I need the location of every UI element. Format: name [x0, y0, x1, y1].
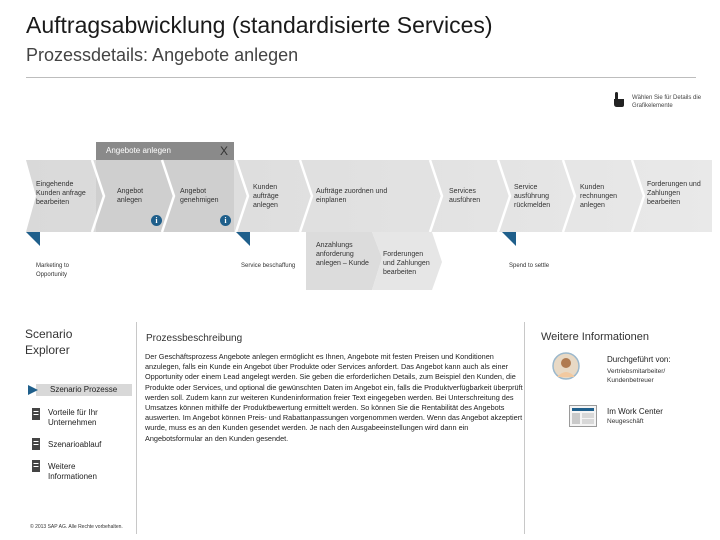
- page-subtitle: Prozessdetails: Angebote anlegen: [26, 45, 299, 65]
- document-icon: [31, 438, 41, 450]
- step-process-receivables[interactable]: Forderungen und Zahlungen bearbeiten: [647, 181, 701, 206]
- step-approve-quote[interactable]: Angebot genehmigen: [180, 188, 219, 204]
- step-assign-orders[interactable]: Aufträge zuordnen und einplanen: [316, 188, 388, 204]
- arrow-right-icon: [28, 385, 38, 395]
- work-center-label: Im Work Center: [607, 407, 663, 416]
- description-body: Der Geschäftsprozess Angebote anlegen ermöglicht es Ihnen, Angebote mit festen Preisen und Konditionen anzulegen, falls ein Kunde ein Angebot über Produkte oder Services anfordert. Das Angebot kann auch als einer Opportunity oder einem Lead angelegt werden. Sie geben die erforderlichen Details, zum Beispiel den Kunden, die Produkte oder Services, und optional die gewünschten Daten im Angebot ein, falls die Produktverfügbarkeit überprüft werden soll. Zudem kann zur weiteren Kundeninformation freier Text eingegeben werden. Bei Unterschreitung des Umsatzes können mithilfe der Produktbewertung ermittelt werden. So können Sie die Rentabilität des Angebots auswerten. Im Angebot können Preis- und Rabattanpassungen vorgenommen werden. Wenn das Angebot akzeptiert wurde, muss es an den Kunden gesendet werden. Je nach den Ausgabeeinstellungen wird dann ein Angebotsformular an den Kunden gesendet.: [145, 352, 523, 443]
- more-info-heading: Weitere Informationen: [541, 331, 650, 343]
- page-title: Auftragsabwicklung (standardisierte Services): [26, 12, 493, 38]
- sidebar-item-benefits[interactable]: Vorteile für Ihr Unternehmen: [48, 408, 98, 427]
- avatar: [552, 352, 580, 380]
- description-heading: Prozessbeschreibung: [146, 333, 243, 344]
- step-report-service[interactable]: Service ausführung rückmelden: [514, 184, 551, 209]
- sidebar-item-scenario-flow[interactable]: Szenarioablauf: [48, 440, 102, 449]
- step-create-invoices[interactable]: Kunden rechnungen anlegen: [580, 184, 617, 209]
- connector-arrow: [26, 232, 40, 246]
- step-customer-orders[interactable]: Kunden aufträge anlegen: [253, 184, 279, 209]
- copyright: © 2013 SAP AG. Alle Rechte vorbehalten.: [30, 524, 123, 530]
- tab-label: Angebote anlegen: [106, 146, 171, 155]
- sidebar-item-scenario-processes[interactable]: Szenario Prozesse: [50, 385, 118, 394]
- connector-arrow: [502, 232, 516, 246]
- scenario-explorer-title: Scenario Explorer: [25, 327, 73, 357]
- step-create-quote[interactable]: Angebot anlegen: [117, 188, 144, 204]
- performed-by-label: Durchgeführt von:: [607, 355, 671, 364]
- work-center-icon: [569, 405, 597, 427]
- link-marketing-to-opportunity[interactable]: Marketing to Opportunity: [36, 263, 70, 278]
- right-panel-divider: [524, 322, 525, 534]
- document-icon: [31, 408, 41, 420]
- step-execute-services[interactable]: Services ausführen: [449, 188, 481, 204]
- document-icon: [31, 460, 41, 472]
- info-icon[interactable]: i: [151, 215, 162, 226]
- work-center-name[interactable]: Neugeschäft: [607, 418, 644, 425]
- sub-process-receivables[interactable]: Forderungen und Zahlungen bearbeiten: [383, 251, 430, 276]
- close-icon[interactable]: X: [219, 144, 228, 158]
- sub-downpayment-request[interactable]: Anzahlungs anforderung anlegen – Kunde: [316, 242, 369, 267]
- sidebar-item-more-info[interactable]: Weitere Informationen: [48, 462, 97, 481]
- connector-arrow: [236, 232, 250, 246]
- sidebar-divider: [136, 322, 137, 534]
- hint-text: Wählen Sie für Details die Grafikelemente: [632, 95, 702, 109]
- performer-role: Vertriebsmitarbeiter/ Kundenbetreuer: [607, 368, 666, 384]
- link-service-procurement[interactable]: Service beschaffung: [241, 263, 296, 269]
- step-incoming-requests[interactable]: Eingehende Kunden anfrage bearbeiten: [36, 181, 86, 206]
- link-spend-to-settle[interactable]: Spend to settle: [509, 263, 550, 269]
- info-icon[interactable]: i: [220, 215, 231, 226]
